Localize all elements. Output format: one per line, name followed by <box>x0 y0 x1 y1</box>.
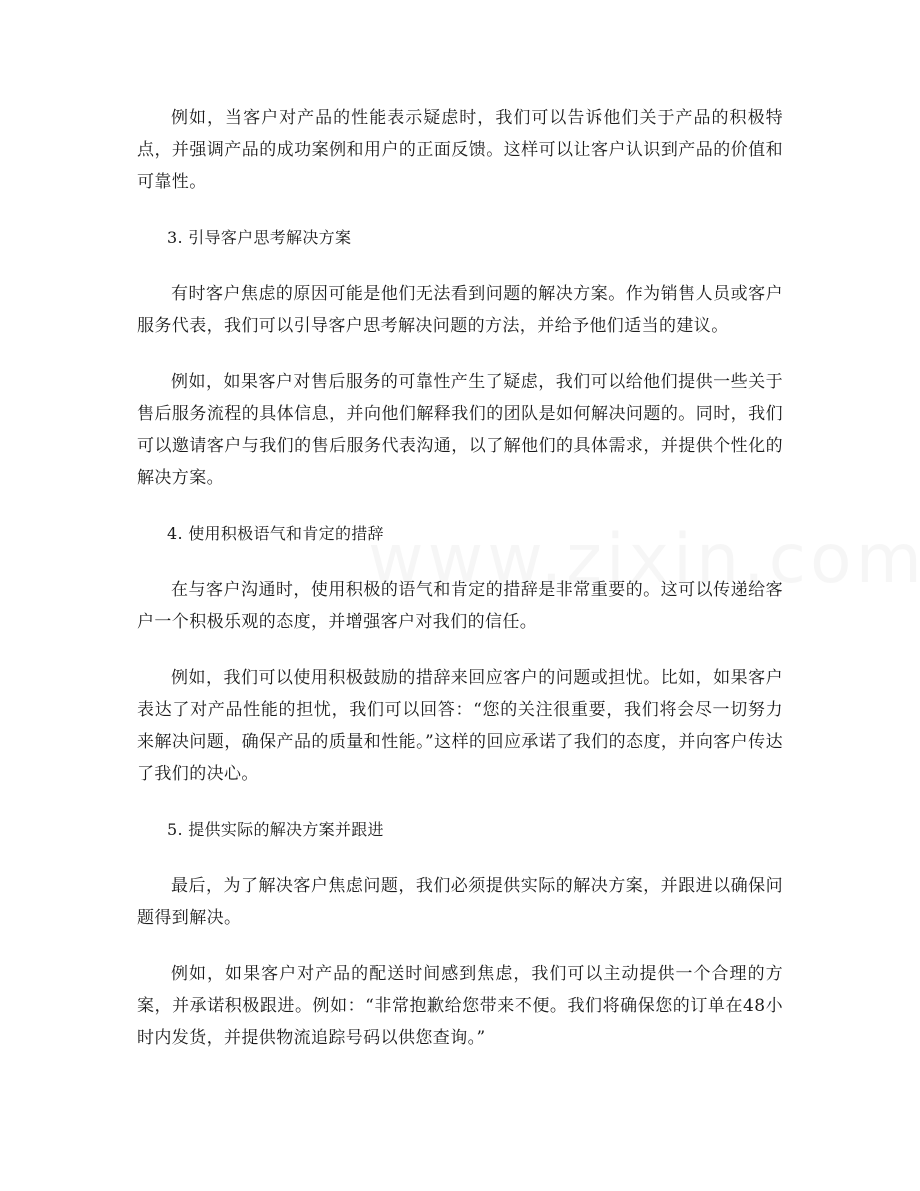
paragraph-practical-solutions: 最后，为了解决客户焦虑问题，我们必须提供实际的解决方案，并跟进以确保问题得到解决。 <box>137 876 783 928</box>
paragraph-example-delivery: 例如，如果客户对产品的配送时间感到焦虑，我们可以主动提供一个合理的方案，并承诺积极跟进。例如：“非常抱歉给您带来不便。我们将确保您的订单在48小时内发货，并提供物流追踪号码以供您查询。” <box>137 964 783 1048</box>
document-body <box>137 102 783 1078</box>
section-heading-4: 4. 使用积极语气和肯定的措辞 <box>167 524 384 543</box>
paragraph-example-after-sales: 例如，如果客户对售后服务的可靠性产生了疑虑，我们可以给他们提供一些关于售后服务流程的具体信息，并向他们解释我们的团队是如何解决问题的。同时，我们可以邀请客户与我们的售后服务代表沟通，以了解他们的具体需求，并提供个性化的解决方案。 <box>137 372 783 488</box>
paragraph-example-product-performance: 例如，当客户对产品的性能表示疑虑时，我们可以告诉他们关于产品的积极特点，并强调产品的成功案例和用户的正面反馈。这样可以让客户认识到产品的价值和可靠性。 <box>137 108 783 192</box>
section-heading-3: 3. 引导客户思考解决方案 <box>167 228 352 247</box>
paragraph-example-encouraging-words: 例如，我们可以使用积极鼓励的措辞来回应客户的问题或担忧。比如，如果客户表达了对产品性能的担忧，我们可以回答：“您的关注很重要，我们将会尽一切努力来解决问题，确保产品的质量和性能。”这样的回应承诺了我们的态度，并向客户传达了我们的决心。 <box>137 668 783 784</box>
section-heading-5: 5. 提供实际的解决方案并跟进 <box>167 820 384 839</box>
paragraph-positive-tone: 在与客户沟通时，使用积极的语气和肯定的措辞是非常重要的。这可以传递给客户一个积极乐观的态度，并增强客户对我们的信任。 <box>137 580 783 632</box>
paragraph-guide-solutions: 有时客户焦虑的原因可能是他们无法看到问题的解决方案。作为销售人员或客户服务代表，我们可以引导客户思考解决问题的方法，并给予他们适当的建议。 <box>137 284 783 336</box>
